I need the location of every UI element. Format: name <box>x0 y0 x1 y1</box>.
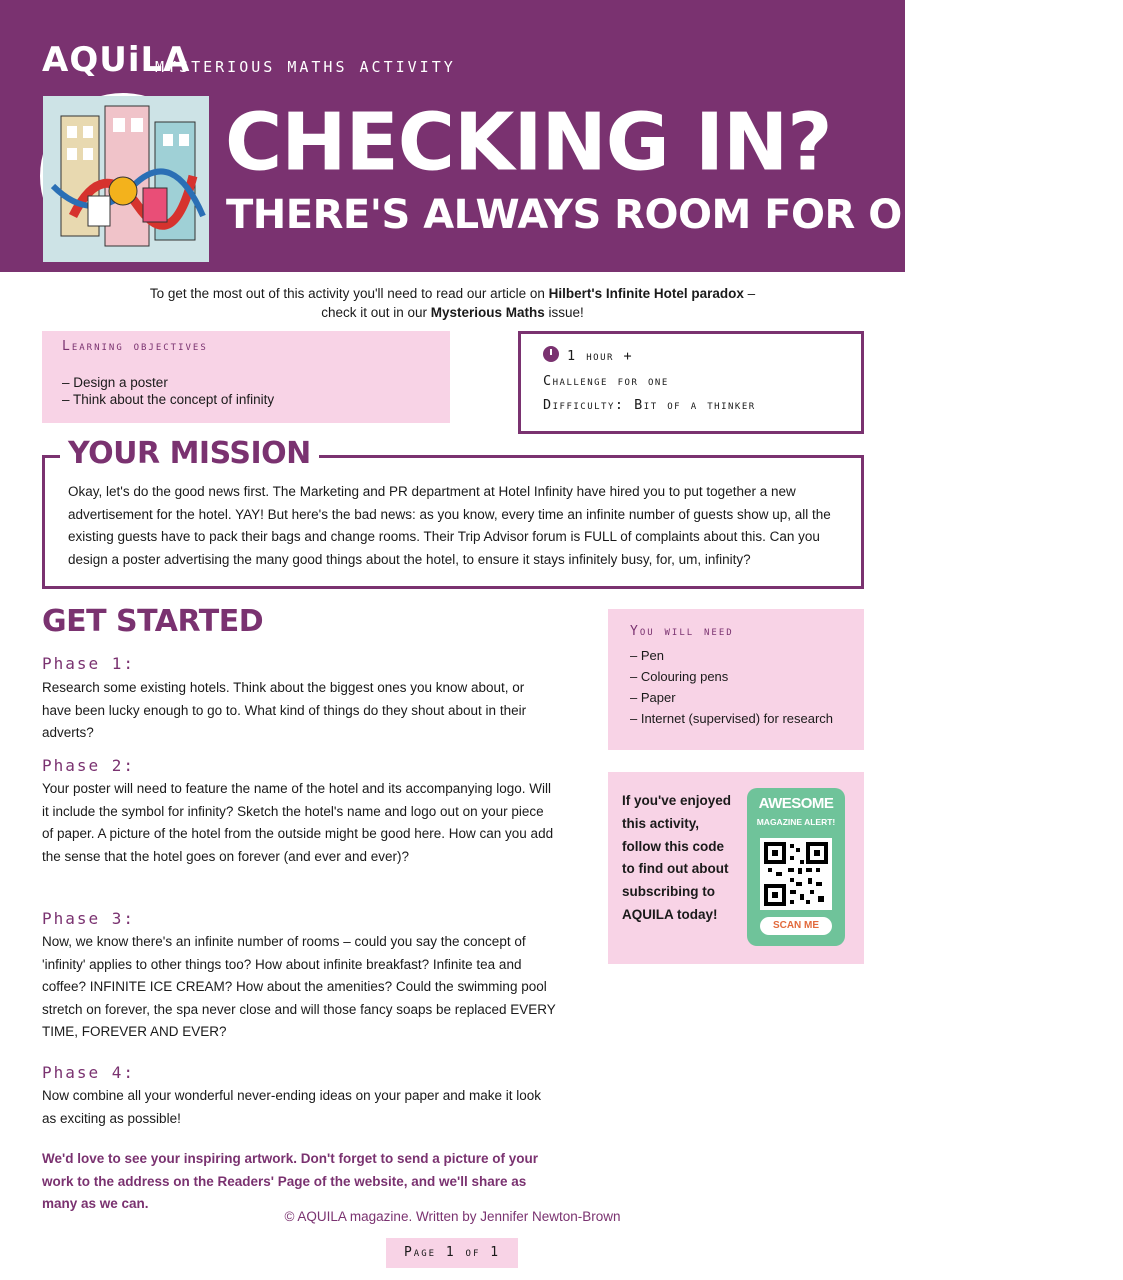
phase-3-heading: Phase 3: <box>42 909 136 928</box>
qr-alert-label: MAGAZINE ALERT! <box>756 817 836 827</box>
phase-1-text: Research some existing hotels. Think about the biggest ones you know about, or have been lucky enough to go to. What kind of things do they shout about in their adverts? <box>42 680 527 740</box>
difficulty-text: Difficulty: Bit of a thinker <box>543 397 756 413</box>
mission-title: YOUR MISSION <box>60 436 319 471</box>
time-text: 1 hour + <box>567 348 634 364</box>
phase-4-heading: Phase 4: <box>42 1063 136 1082</box>
need-item: – Paper <box>630 690 676 705</box>
qr-code-icon[interactable] <box>760 838 832 910</box>
brand-subtitle: MYSTERIOUS MATHS ACTIVITY <box>155 58 456 76</box>
issue-name: Mysterious Maths <box>430 305 545 320</box>
brand-logo: AQUiLA <box>42 40 191 80</box>
qr-card[interactable] <box>747 788 845 946</box>
activity-info-box <box>518 331 864 434</box>
need-list <box>630 645 842 729</box>
page-number: Page 1 of 1 <box>386 1238 518 1268</box>
challenge-text: Challenge for one <box>543 372 669 389</box>
phase-4-text: Now combine all your wonderful never-ending ideas on your paper and make it look as exciting as possible! <box>42 1088 542 1126</box>
phase-1-heading: Phase 1: <box>42 654 136 673</box>
need-heading: You will need <box>630 624 734 639</box>
subscribe-text: If you've enjoyed this activity, follow this code to find out about subscribing to AQUILA today! <box>622 793 731 922</box>
intro-part: check it out in our <box>321 305 431 320</box>
objective-item: – Think about the concept of infinity <box>62 392 275 407</box>
intro-part: To get the most out of this activity you'll need to read our article on <box>149 286 549 301</box>
article-name: Hilbert's Infinite Hotel paradox <box>548 286 744 301</box>
get-started-heading: GET STARTED <box>42 604 264 639</box>
phase-2-heading: Phase 2: <box>42 756 136 775</box>
need-item: – Colouring pens <box>630 669 729 684</box>
intro-part: issue! <box>544 305 584 320</box>
credit-line: © AQUILA magazine. Written by Jennifer Newton-Brown <box>284 1209 621 1224</box>
header-banner <box>0 0 1123 272</box>
phase-2-text: Your poster will need to feature the name of the hotel and its accompanying logo. Will it include the symbol for infinity? Sketch the hotel's name and logo out on your piece of paper. A picture of the hotel from the outside might be good here. How can you add the sense that the hotel goes on forever (and ever and ever)? <box>42 781 554 864</box>
title-line-1: CHECKING IN? <box>225 97 832 189</box>
objectives-heading: Learning objectives <box>62 339 208 354</box>
title-line-2: THERE'S ALWAYS ROOM FOR ONE MORE! <box>226 192 1123 238</box>
qr-awesome-label: AWESOME <box>758 795 834 812</box>
subscribe-box <box>608 772 864 964</box>
need-item: – Internet (supervised) for research <box>630 711 834 726</box>
need-item: – Pen <box>630 648 664 663</box>
intro-text <box>90 284 815 322</box>
objective-item: – Design a poster <box>62 375 168 390</box>
hotel-illustration-icon <box>43 96 209 262</box>
objectives-list <box>62 374 430 408</box>
outro-text: We'd love to see your inspiring artwork. Don't forget to send a picture of your work to the address on the Readers' Page of the website, and we'll share as many as we can. <box>42 1151 538 1211</box>
intro-part: – <box>743 286 756 301</box>
clock-icon <box>543 346 559 362</box>
mission-text: Okay, let's do the good news first. The Marketing and PR department at Hotel Infinity have hired you to put together a new advertisement for the hotel. YAY! But here's the bad news: as you know, every time an infinite number of guests show up, all the existing guests have to pack their bags and change rooms. Their Trip Advisor forum is FULL of complaints about this. Can you design a poster advertising the many good things about the hotel, to ensure it stays infinitely busy, for, um, infinity? <box>68 484 831 567</box>
learning-objectives-box <box>42 331 450 423</box>
phase-3-text: Now, we know there's an infinite number of rooms – could you say the concept of 'infinity' applies to other things too? How about infinite breakfast? Infinite tea and coffee? INFINITE ICE CREAM? How about the amenities? Could the swimming pool stretch on forever, the spa never close and will those fancy soaps be replaced EVERY TIME, FOREVER AND EVER? <box>42 934 556 1039</box>
you-will-need-box <box>608 609 864 750</box>
scan-me-button[interactable]: SCAN ME <box>760 917 832 935</box>
hero-illustration <box>40 93 206 259</box>
time-row <box>543 344 839 369</box>
